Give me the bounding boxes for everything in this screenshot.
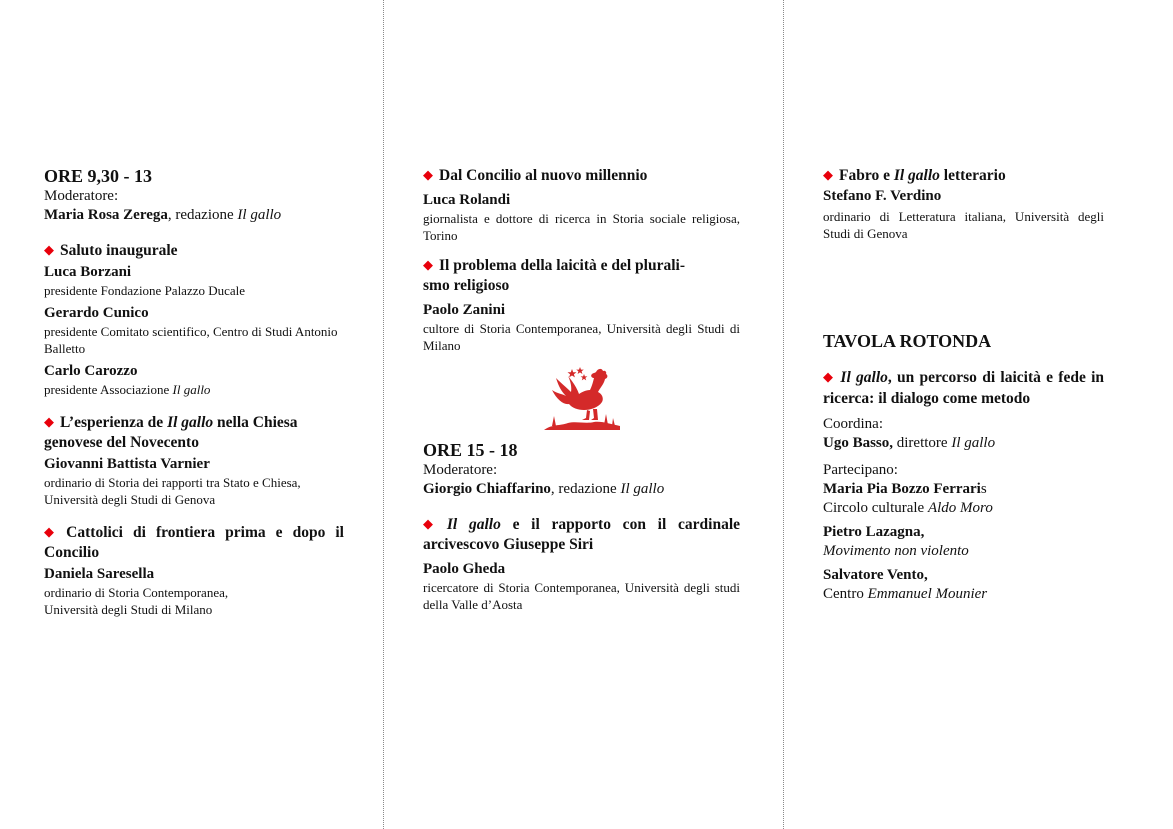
coordinator-line: Ugo Basso, direttore Il gallo bbox=[823, 435, 996, 451]
speaker-name: Giovanni Battista Varnier bbox=[44, 456, 210, 472]
moderator-role: , redazione bbox=[167, 207, 238, 223]
rooster-logo-icon bbox=[542, 366, 622, 430]
red-diamond-icon: ◆ bbox=[44, 414, 54, 429]
speaker-name: Luca Borzani bbox=[44, 264, 132, 280]
red-diamond-icon: ◆ bbox=[423, 167, 433, 182]
column-middle bbox=[423, 166, 740, 613]
participant-name: Pietro Lazagna, bbox=[823, 524, 925, 540]
talk-title-laicita: ◆ Il problema della laicità e del plurali- smo religioso bbox=[423, 257, 685, 294]
speaker-affiliation-line2: Università degli Studi di Milano bbox=[44, 602, 213, 617]
participant-affiliation: Centro Emmanuel Mounier bbox=[823, 586, 988, 602]
speaker-affiliation: presidente Comitato scientifico, Centro di Studi Antonio Balletto bbox=[44, 324, 338, 356]
moderator-line bbox=[44, 206, 344, 225]
red-diamond-icon: ◆ bbox=[823, 369, 835, 384]
talk-title-cattolici: ◆ Cattolici di frontiera prima e dopo il Concilio bbox=[44, 524, 344, 561]
participant-affiliation: Movimento non violento bbox=[823, 543, 969, 559]
speaker-affiliation: ricercatore di Storia Contemporanea, Università degli studi della Valle d’Aosta bbox=[423, 580, 740, 612]
speaker-affiliation: presidente Fondazione Palazzo Ducale bbox=[44, 283, 246, 298]
speaker-affiliation: ordinario di Letteratura italiana, Università degli Studi di Genova bbox=[823, 209, 1104, 241]
speaker-name: Paolo Gheda bbox=[423, 561, 506, 577]
moderator-role: , redazione bbox=[550, 481, 621, 497]
speaker-affiliation-line1: ordinario di Storia Contemporanea, bbox=[44, 585, 229, 600]
participants-label: Partecipano: bbox=[823, 462, 898, 478]
speaker-name: Daniela Saresella bbox=[44, 566, 155, 582]
participant-affiliation: Circolo culturale Aldo Moro bbox=[823, 500, 993, 516]
talk-title-concilio: ◆ Dal Concilio al nuovo millennio bbox=[423, 167, 648, 184]
red-diamond-icon: ◆ bbox=[44, 524, 61, 539]
speaker-name: Stefano F. Verdino bbox=[823, 188, 942, 204]
column-morning bbox=[44, 166, 344, 618]
coordinator-label: Coordina: bbox=[823, 416, 883, 432]
speaker-affiliation: giornalista e dottore di ricerca in Storia sociale religiosa, Torino bbox=[423, 211, 740, 243]
participant-name: Salvatore Vento, bbox=[823, 567, 928, 583]
moderator-label: Moderatore: bbox=[44, 188, 119, 204]
moderator-label: Moderatore: bbox=[423, 462, 498, 478]
talk-title-tavola: ◆ Il gallo, un percorso di laicità e fede in ricerca: il dialogo come metodo bbox=[823, 369, 1105, 407]
column-right bbox=[823, 166, 1104, 604]
red-diamond-icon: ◆ bbox=[423, 516, 441, 531]
speaker-affiliation: presidente Associazione Il gallo bbox=[44, 382, 211, 397]
saluto-speakers bbox=[44, 263, 344, 398]
red-diamond-icon: ◆ bbox=[423, 257, 433, 272]
talk-title-siri: ◆ Il gallo e il rapporto con il cardinale arcivescovo Giuseppe Siri bbox=[423, 516, 741, 553]
column-divider-left bbox=[383, 0, 384, 829]
speaker-name: Paolo Zanini bbox=[423, 302, 506, 318]
speaker-name: Gerardo Cunico bbox=[44, 305, 149, 321]
moderator-line bbox=[423, 480, 740, 499]
column-divider-right bbox=[783, 0, 784, 829]
speaker-name: Carlo Carozzo bbox=[44, 363, 138, 379]
talk-title-saluto: ◆ Saluto inaugurale bbox=[44, 242, 178, 259]
red-diamond-icon: ◆ bbox=[823, 167, 833, 182]
tavola-rotonda-heading: TAVOLA ROTONDA bbox=[823, 331, 992, 351]
moderator-role-italic: Il gallo bbox=[620, 481, 665, 497]
moderator-name: Giorgio Chiaffarino bbox=[423, 481, 551, 497]
talk-title-esperienza: ◆ L’esperienza de Il gallo nella Chiesa genovese del Novecento bbox=[44, 414, 298, 451]
speaker-affiliation: ordinario di Storia dei rapporti tra Stato e Chiesa, Università degli Studi di Genova bbox=[44, 475, 301, 507]
speaker-name: Luca Rolandi bbox=[423, 192, 511, 208]
moderator-role-italic: Il gallo bbox=[237, 207, 282, 223]
red-diamond-icon: ◆ bbox=[44, 242, 54, 257]
morning-time: ORE 9,30 - 13 bbox=[44, 166, 152, 186]
participant-name: Maria Pia Bozzo Ferraris bbox=[823, 481, 987, 497]
talk-title-fabro: ◆ Fabro e Il gallo letterario bbox=[823, 167, 1006, 184]
coordinator-name: Ugo Basso, bbox=[823, 435, 894, 451]
speaker-affiliation: cultore di Storia Contemporanea, Università degli Studi di Milano bbox=[423, 321, 740, 353]
moderator-name: Maria Rosa Zerega bbox=[44, 207, 168, 223]
afternoon-time: ORE 15 - 18 bbox=[423, 440, 518, 460]
